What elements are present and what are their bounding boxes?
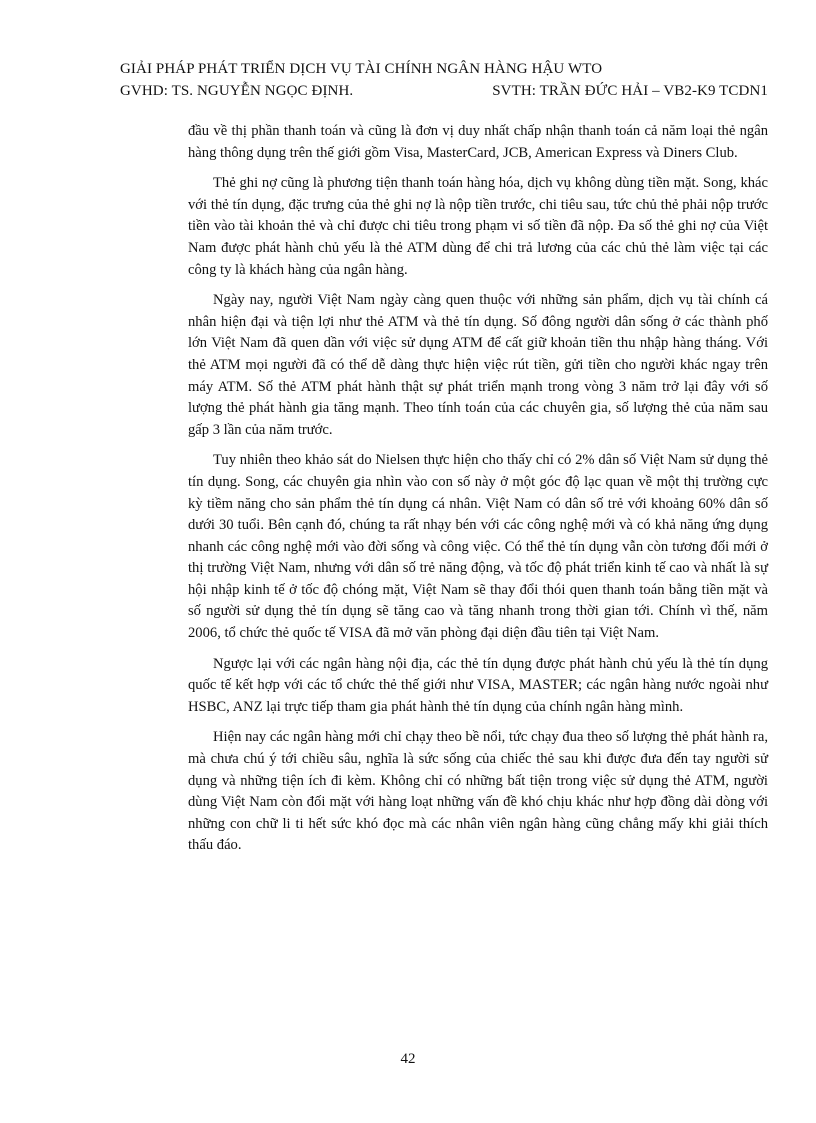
page-number: 42 [400,1051,416,1067]
paragraph: Thẻ ghi nợ cũng là phương tiện thanh toán hàng hóa, dịch vụ không dùng tiền mặt. Song, khác với thẻ tín dụng, đặc trưng của thẻ ghi nợ là nộp tiền trước, chi tiêu sau, tức chủ thẻ phải nộp trước tiền vào tài khoản thẻ và chỉ được chi tiêu trong phạm vi số tiền đã nộp. Đa số thẻ ghi nợ của Việt Nam được phát hành chủ yếu là thẻ ATM dùng để chi trả lương của các chủ thẻ làm việc tại các công ty là khách hàng của ngân hàng. [188,175,768,278]
paragraph: Ngày nay, người Việt Nam ngày càng quen thuộc với những sản phẩm, dịch vụ tài chính cá nhân hiện đại và tiện lợi như thẻ ATM và thẻ tín dụng. Số đông người dân sống ở các thành phố lớn Việt Nam đã quen dần với việc sử dụng ATM để cất giữ khoản tiền thu nhập hàng tháng. Với thẻ ATM mọi người đã có thể dễ dàng thực hiện việc rút tiền, gửi tiền cho người khác ngay trên máy ATM. Số thẻ ATM phát hành thật sự phát triển mạnh trong vòng 3 năm trở lại đây với số lượng thẻ phát hành gia tăng mạnh. Theo tính toán của các chuyên gia, số lượng thẻ của năm sau gấp 3 lần của năm trước. [188,292,768,438]
student-label: SVTH: TRẦN ĐỨC HẢI – VB2-K9 TCDN1 [492,83,768,99]
advisor-label: GVHD: TS. NGUYỄN NGỌC ĐỊNH. [120,83,354,99]
paragraph: Ngược lại với các ngân hàng nội địa, các thẻ tín dụng được phát hành chủ yếu là thẻ tín dụng quốc tế kết hợp với các tổ chức thẻ thế giới như VISA, MASTER; các ngân hàng nước ngoài như HSBC, ANZ lại trực tiếp tham gia phát hành thẻ tín dụng của chính ngân hàng mình. [188,655,768,715]
paragraph: đầu về thị phần thanh toán và cũng là đơn vị duy nhất chấp nhận thanh toán cả năm loại thẻ ngân hàng thông dụng trên thế giới gồm Visa, MasterCard, JCB, American Express và Diners Club. [188,123,768,161]
paragraph: Hiện nay các ngân hàng mới chỉ chạy theo bề nổi, tức chạy đua theo số lượng thẻ phát hành ra, mà chưa chú ý tới chiều sâu, nghĩa là sức sống của chiếc thẻ sau khi được đưa đến tay người sử dụng và những tiện ích đi kèm. Không chỉ có những bất tiện trong việc sử dụng thẻ ATM, người dùng Việt Nam còn đối mặt với hàng loạt những vấn đề khó chịu khác như hợp đồng dài dòng với những con chữ li ti hết sức khó đọc mà các nhân viên ngân hàng cũng chẳng mấy khi giải thích thấu đáo. [188,729,768,854]
paragraph: Tuy nhiên theo khảo sát do Nielsen thực hiện cho thấy chỉ có 2% dân số Việt Nam sử dụng thẻ tín dụng. Song, các chuyên gia nhìn vào con số này ở một góc độ lạc quan về một thị trường cực kỳ tiềm năng cho sản phẩm thẻ tín dụng cá nhân. Việt Nam có dân số trẻ với khoảng 60% dân số dưới 30 tuổi. Bên cạnh đó, chúng ta rất nhạy bén với các công nghệ mới và có khả năng ứng dụng nhanh các công nghệ mới vào đời sống và công việc. Có thể thẻ tín dụng vẫn còn tương đối mới ở thị trường Việt Nam, nhưng với dân số trẻ năng động, và tốc độ phát triển kinh tế cao và nhất là sự hội nhập kinh tế ở tốc độ chóng mặt, Việt Nam sẽ thay đổi thói quen thanh toán bằng tiền mặt và số người sử dụng thẻ tín dụng sẽ tăng cao và tăng nhanh trong thời gian tới. Chính vì thế, năm 2006, tổ chức thẻ quốc tế VISA đã mở văn phòng đại diện đầu tiên tại Việt Nam. [188,452,768,642]
document-title: GIẢI PHÁP PHÁT TRIỂN DỊCH VỤ TÀI CHÍNH NGÂN HÀNG HẬU WTO [120,61,603,77]
page-header [120,58,768,102]
body-text [188,121,768,866]
